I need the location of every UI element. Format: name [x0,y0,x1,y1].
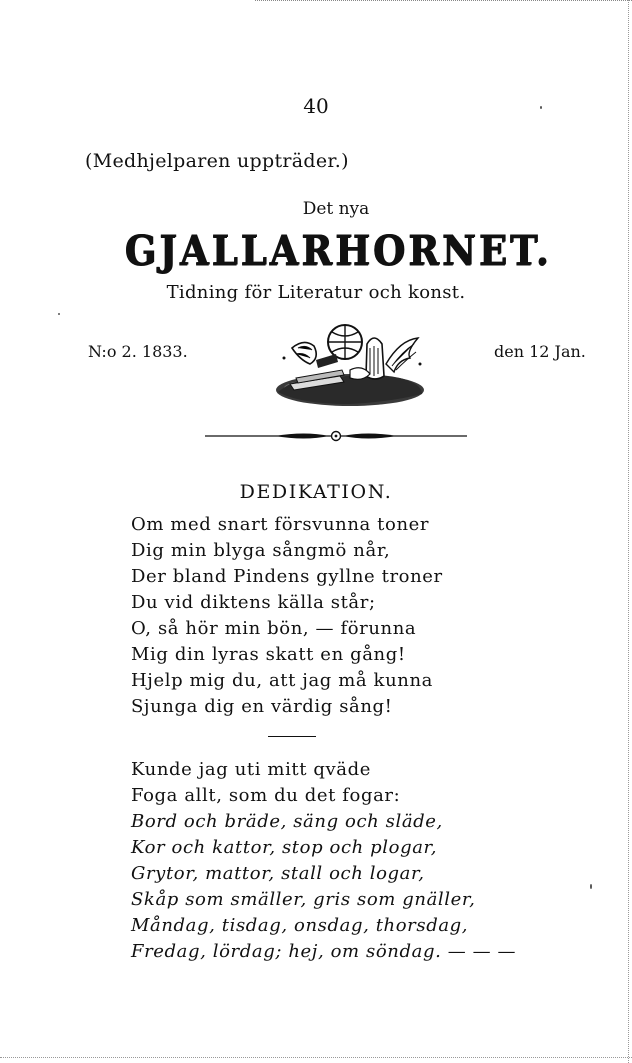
masthead-title: GJALLARHORNET. [124,225,552,275]
masthead-subtitle: Tidning för Literatur och konst. [166,282,466,303]
page-edge-bottom [0,1057,632,1059]
poem-stanza-1 [131,512,443,720]
poem-line: Måndag, tisdag, onsdag, thorsdag, [131,915,469,936]
poem-line: Kunde jag uti mitt qväde [131,759,372,780]
page-number: 40 [303,94,329,118]
ink-speck [540,106,542,109]
emblem-vignette-icon [270,318,428,410]
poem-line: O, så hör min bön, — förunna [131,618,417,639]
issue-date: den 12 Jan. [494,342,586,361]
ink-speck [58,313,60,315]
masthead-prefix: Det nya [302,199,370,219]
poem-line: Sjunga dig en värdig sång! [131,696,393,717]
stage-direction: (Medhjelparen uppträder.) [85,150,349,172]
poem-line: Grytor, mattor, stall och logar, [131,863,425,884]
page-edge-right [628,0,630,1063]
issue-number: N:o 2. 1833. [88,342,188,361]
poem-line: Kor och kattor, stop och plogar, [131,837,438,858]
poem-title: DEDIKATION. [239,481,393,503]
poem-line: Skåp som smäller, gris som gnäller, [131,889,476,910]
poem-line: Hjelp mig du, att jag må kunna [131,670,433,691]
poem-line: Foga allt, som du det fogar: [131,785,401,806]
poem-line: Mig din lyras skatt en gång! [131,644,406,665]
poem-line: Bord och bräde, säng och släde, [131,811,443,832]
poem-line: Om med snart försvunna toner [131,514,430,535]
ink-speck [590,884,592,889]
poem-line: Der bland Pindens gyllne troner [131,566,443,587]
poem-line: Du vid diktens källa står; [131,592,376,613]
poem-line: Dig min blyga sångmö når, [131,540,391,561]
page-edge-top [255,0,632,2]
ornamental-rule [205,428,467,444]
poem-line: Fredag, lördag; hej, om söndag. — — — [131,941,517,962]
poem-stanza-2 [131,757,516,965]
stanza-divider [268,736,316,737]
